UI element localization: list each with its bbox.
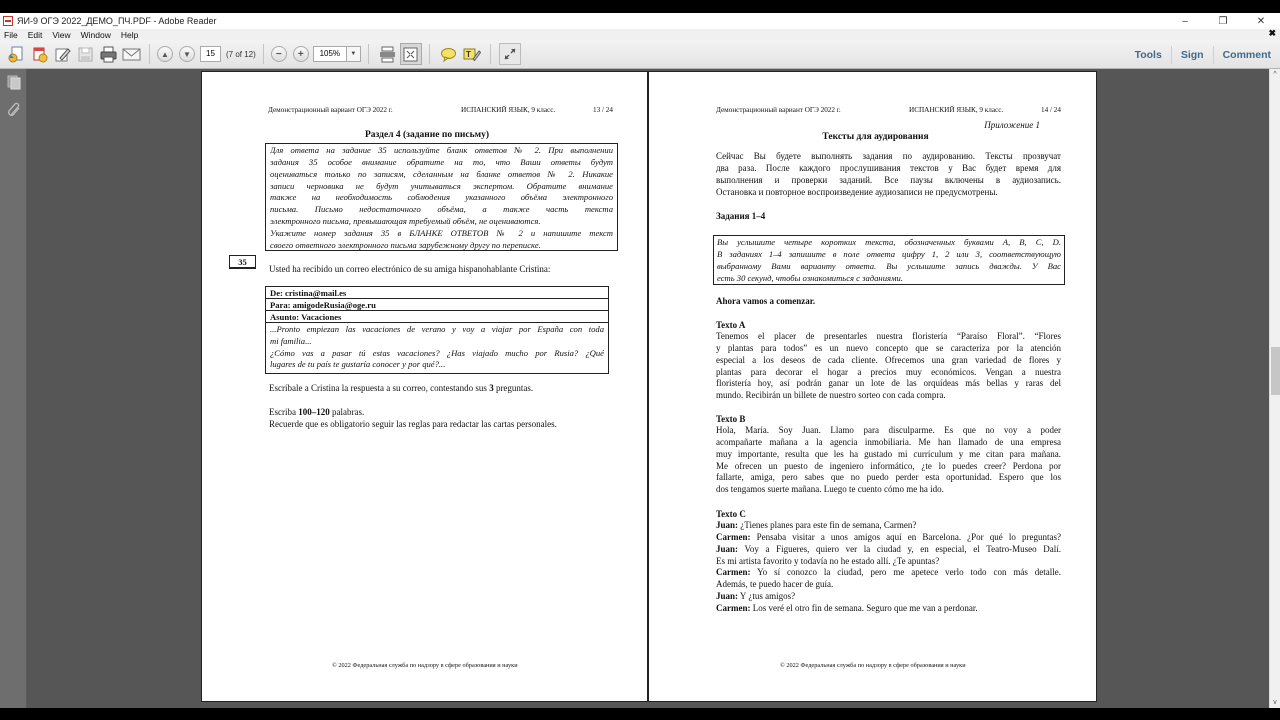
- instruction-line: электронного письма, превышающая требуемый объём, не оцениваются.: [270, 216, 541, 227]
- paragraph-line: два раза. После каждого прослушивания текстов у Вас будет время для: [716, 162, 1061, 173]
- close-document-icon[interactable]: ✖: [1268, 28, 1276, 38]
- appendix-label: Приложение 1: [984, 120, 1040, 130]
- utterance: Y ¿tus amigos?: [738, 591, 796, 602]
- highlight-pen-icon: [463, 46, 481, 63]
- attachments-button[interactable]: [0, 96, 27, 123]
- save-button[interactable]: [74, 43, 96, 65]
- paragraph-line: Hola, María. Soy Juan. Llamo para disculparme. Es que no voy a poder: [716, 425, 1061, 435]
- scroll-down-icon[interactable]: v: [1273, 699, 1277, 706]
- instruction-reply: [269, 383, 533, 393]
- instruction-line: письма. Письмо недостаточного объёма, а также часть текста: [270, 204, 613, 215]
- pages-icon: [7, 75, 21, 90]
- comment-button[interactable]: Comment: [1213, 46, 1280, 64]
- create-pdf-icon: [8, 46, 25, 63]
- minimize-button[interactable]: –: [1182, 15, 1188, 27]
- email-body-line: lugares de tu país te gustaría conocer y por qué?...: [270, 359, 446, 370]
- close-button[interactable]: ✕: [1256, 15, 1266, 27]
- instruction-line: Для ответа на задание 35 используйте бланк ответов № 2. При выполнении: [270, 145, 613, 155]
- box-line: выбранному Вами варианту ответа. Вы услышите запись дважды. У Вас: [717, 260, 1061, 271]
- texto-a-body: [716, 331, 1061, 402]
- paragraph-line: plantas para decorar el hogar a precios muy económicos. Vengan a nuestra: [716, 366, 1061, 377]
- task-intro: Usted ha recibido un correo electrónico de su amiga hispanohablante Cristina:: [269, 264, 551, 274]
- speaker: Juan:: [716, 520, 739, 530]
- pdf-page-13: [201, 71, 648, 702]
- zoom-select[interactable]: [313, 46, 361, 62]
- scroll-up-icon[interactable]: ^: [1273, 71, 1277, 78]
- minus-icon: −: [275, 48, 282, 60]
- page-thumbnails-button[interactable]: [0, 69, 27, 96]
- dialogue-line: [716, 591, 1061, 603]
- email-from: De: cristina@mail.es: [266, 287, 608, 299]
- speaker: Carmen:: [716, 602, 751, 613]
- instruction-word-count: [269, 407, 364, 417]
- texto-b-title: Texto B: [716, 414, 746, 424]
- create-pdf-button[interactable]: [5, 43, 27, 65]
- listening-title: Тексты для аудирования: [822, 132, 929, 142]
- email-to: Para: amigodeRusia@oge.ru: [266, 299, 608, 311]
- tasks-heading: Задания 1–4: [716, 211, 766, 221]
- screen-top-border: [0, 0, 1280, 13]
- instruction-line: Укажите номер задания 35 в БЛАНКЕ ОТВЕТОВ № 2 и напишите текст: [270, 227, 613, 238]
- envelope-icon: [122, 46, 141, 63]
- zoom-out-button[interactable]: [271, 46, 287, 62]
- instruction-line: оцениваться только по записям, сделанным на бланке ответов № 2. Никакие: [270, 168, 613, 179]
- instruction-rules: Recuerde que es obligatorio seguir las reglas para redactar las cartas personales.: [269, 419, 557, 429]
- word-range: 100–120: [298, 407, 330, 417]
- paragraph-line: y plantas para todos” es un nuevo concepto que se caracteriza por la atención: [716, 342, 1061, 353]
- header-left: Демонстрационный вариант ОГЭ 2022 г.: [716, 106, 841, 114]
- tools-button[interactable]: Tools: [1134, 48, 1162, 61]
- arrow-up-icon: ▲: [161, 49, 169, 59]
- text-segment: preguntas.: [493, 383, 534, 393]
- utterance: ¿Tienes planes para este fin de semana, Carmen?: [738, 520, 917, 530]
- utterance: Pensaba visitar a unos amigos aquí en Barcelona. ¿Por qué lo preguntas?: [750, 531, 1061, 542]
- text-segment: Escríbale a Cristina la respuesta a su correo, contestando sus: [269, 383, 490, 393]
- expand-icon: [503, 47, 517, 61]
- email-body: [266, 323, 608, 373]
- utterance: Los veré el otro fin de semana. Seguro que me van a perdonar.: [750, 602, 978, 613]
- dialogue-line: [716, 603, 1061, 615]
- menu-help[interactable]: Help: [120, 29, 139, 40]
- scrollbar-thumb[interactable]: [1271, 347, 1280, 395]
- email-button[interactable]: [120, 43, 142, 65]
- toolbar: [0, 40, 1280, 69]
- paragraph-line: dos tengamos suerte mañana. Luego te cuento cómo me ha ido.: [716, 484, 944, 495]
- email-body-line: mi familia...: [270, 335, 312, 346]
- screen-bottom-border: [0, 708, 1280, 720]
- fit-page-button[interactable]: [377, 43, 399, 65]
- edit-document-icon: [54, 46, 71, 63]
- paragraph-line: fallarte, amiga, pero sabes que no puedo perder esta oportunidad. Espero que los: [716, 472, 1061, 483]
- header-page-number: 14 / 24: [1041, 106, 1061, 114]
- combine-files-button[interactable]: [28, 43, 50, 65]
- box-line: есть 30 секунд, чтобы ознакомиться с заданиями.: [717, 272, 903, 283]
- toolbar-separator: [149, 44, 150, 64]
- navigation-panel: [0, 69, 27, 708]
- dialogue-line: [716, 567, 1061, 579]
- toolbar-separator: [368, 44, 369, 64]
- maximize-button[interactable]: ❐: [1218, 15, 1228, 27]
- menu-edit[interactable]: Edit: [27, 29, 43, 40]
- speaker: Juan:: [716, 591, 739, 602]
- toolbar-separator: [490, 44, 491, 64]
- listening-intro: [716, 151, 1061, 198]
- texto-c-title: Texto C: [716, 509, 746, 519]
- task-number-badge: 35: [229, 255, 256, 269]
- pdf-page-14: [648, 71, 1097, 702]
- dialogue-line: [716, 544, 1061, 556]
- instruction-line: записи черновика не будут учитываться экспертом. Обратите внимание: [270, 180, 613, 191]
- menu-window[interactable]: Window: [80, 29, 111, 40]
- box-line: Вы услышите четыре коротких текста, обозначенных буквами A, B, C, D.: [717, 237, 1061, 247]
- print-button[interactable]: [97, 43, 119, 65]
- zoom-dropdown-icon[interactable]: ▼: [347, 46, 361, 62]
- zoom-input[interactable]: 105%: [313, 46, 347, 62]
- save-icon: [77, 46, 94, 63]
- paragraph-line: Tenemos el placer de presentarles nuestra floristería “Paraíso Floral”. “Flores: [716, 331, 1061, 341]
- paragraph-line: muy importante, resulta que les ha gustado mi currículum y me citan para mañana.: [716, 448, 1061, 459]
- page-footer: © 2022 Федеральная служба по надзору в сфере образования и науки: [332, 662, 518, 669]
- start-heading: Ahora vamos a comenzar.: [716, 296, 816, 306]
- fit-window-icon: [403, 47, 418, 62]
- edit-button[interactable]: [51, 43, 73, 65]
- adobe-reader-icon: [3, 16, 13, 26]
- header-left: Демонстрационный вариант ОГЭ 2022 г.: [268, 106, 393, 114]
- paragraph-line: floristería hoy, así podrán ganar un lote de las orquídeas más bellas y raras del: [716, 378, 1061, 389]
- speaker: Carmen:: [716, 567, 751, 578]
- texto-c-dialogue: [716, 520, 1061, 615]
- menu-view[interactable]: View: [52, 29, 71, 40]
- paragraph-line: especial a los deseos de cada cliente. Ofrecemos una gran variedad de flores y: [716, 354, 1061, 365]
- dialogue-line: [716, 532, 1061, 544]
- menu-bar: [0, 29, 1280, 40]
- header-subject: ИСПАНСКИЙ ЯЗЫК, 9 класс.: [461, 106, 556, 114]
- page-count-label: (7 of 12): [226, 49, 256, 59]
- email-box: [265, 286, 609, 374]
- page-footer: © 2022 Федеральная служба по надзору в сфере образования и науки: [780, 662, 966, 669]
- toolbar-separator: [429, 44, 430, 64]
- paragraph-line: Me ofrecen un puesto de ingeniero informático, ¿te lo puedes creer? Perdona por: [716, 460, 1061, 471]
- page-number-input[interactable]: 15: [200, 46, 221, 62]
- plus-icon: +: [297, 48, 304, 60]
- speaker: Juan:: [716, 543, 739, 554]
- task-panel-buttons: [1126, 40, 1280, 69]
- read-mode-button[interactable]: [499, 43, 521, 65]
- dialogue-line: [716, 520, 1061, 532]
- header-page-number: 13 / 24: [593, 106, 613, 114]
- paragraph-line: mundo. Recibirán un billete de nuestro sorteo con cada compra.: [716, 390, 946, 401]
- section-title: Раздел 4 (задание по письму): [364, 130, 490, 140]
- svg-text:T: T: [465, 49, 471, 59]
- comment-bubble-icon: [440, 46, 457, 63]
- question-count: 3: [489, 383, 494, 393]
- page-header: [716, 106, 1061, 114]
- text-segment: Escriba: [269, 407, 299, 417]
- next-page-button[interactable]: [179, 46, 195, 62]
- arrow-down-icon: ▼: [183, 49, 191, 59]
- speaker: Carmen:: [716, 531, 751, 542]
- combine-files-icon: [31, 46, 48, 63]
- utterance: Además, te puedo hacer de guía.: [716, 579, 834, 590]
- box-line: В заданиях 1–4 запишите в поле ответа цифру 1, 2 или 3, соответствующую: [717, 248, 1061, 259]
- paragraph-line: Сейчас Вы будете выполнять задания по аудированию. Тексты прозвучат: [716, 151, 1061, 161]
- email-subject: Asunto: Vacaciones: [266, 311, 608, 323]
- texto-a-title: Texto A: [716, 320, 746, 330]
- vertical-scrollbar[interactable]: [1269, 69, 1280, 708]
- title-bar: [0, 13, 1280, 29]
- email-body-line: ¿Cómo vas a pasar tú estas vacaciones? ¿Has viajado mucho por Rusia? ¿Qué: [270, 347, 604, 358]
- page-header: [268, 106, 613, 114]
- toolbar-separator: [263, 44, 264, 64]
- texto-b-body: [716, 425, 1061, 496]
- utterance: Es mi artista favorito y todavía no he estado allí. ¿Te apuntas?: [716, 555, 940, 566]
- instruction-line: также на необходимость соблюдения указанного объёма электронного: [270, 192, 613, 203]
- text-segment: palabras.: [329, 407, 365, 417]
- menu-file[interactable]: File: [4, 29, 18, 40]
- print-icon: [100, 46, 117, 63]
- highlight-text-button[interactable]: [461, 43, 483, 65]
- paperclip-icon: [7, 102, 21, 117]
- header-subject: ИСПАНСКИЙ ЯЗЫК, 9 класс.: [909, 106, 1004, 114]
- fit-width-icon: [379, 46, 396, 63]
- utterance: Voy a Figueres, quiero ver la ciudad y, en especial, el Teatro-Museo Dalí.: [738, 543, 1061, 554]
- paragraph-line: Остановка и повторное воспроизведение аудиозаписи не предусмотрены.: [716, 186, 998, 197]
- tasks-instruction-box: [713, 235, 1065, 285]
- instruction-line: задания 35 особое внимание обратите на то, что Ваши ответы будут: [270, 156, 613, 167]
- zoom-in-button[interactable]: [293, 46, 309, 62]
- add-sticky-note-button[interactable]: [438, 43, 460, 65]
- instruction-line: своего ответного электронного письма зарубежному другу по переписке.: [270, 239, 541, 250]
- email-body-line: ...Pronto empiezan las vacaciones de verano y voy a viajar por España con toda: [270, 324, 604, 334]
- previous-page-button[interactable]: [157, 46, 173, 62]
- instructions-box: [265, 143, 618, 251]
- paragraph-line: выполнения и проверки заданий. Все паузы включены в аудиозапись.: [716, 174, 1061, 185]
- dialogue-line: [716, 579, 1061, 591]
- sign-button[interactable]: Sign: [1171, 46, 1213, 64]
- fit-window-button[interactable]: [400, 43, 422, 65]
- utterance: Yo sí conozco la ciudad, pero me apetece verlo todo con más detalle.: [750, 567, 1061, 578]
- paragraph-line: acompañarte mañana a la agencia inmobiliaria. Me han llamado de una empresa: [716, 436, 1061, 447]
- dialogue-line: [716, 556, 1061, 568]
- window-title: ЯИ-9 ОГЭ 2022_ДЕМО_ПЧ.PDF - Adobe Reader: [17, 16, 217, 26]
